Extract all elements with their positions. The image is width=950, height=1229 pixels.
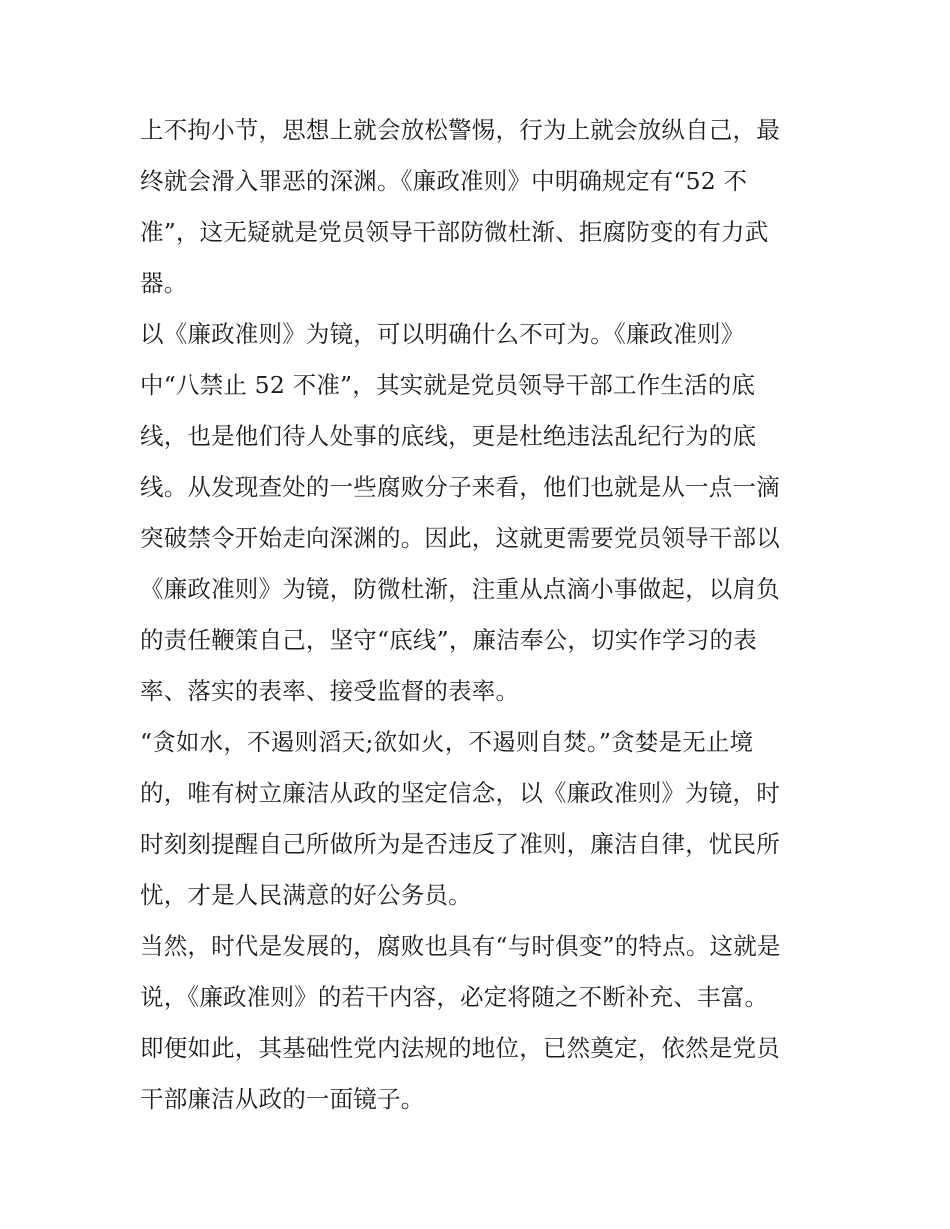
- document-body: [140, 105, 820, 1125]
- paragraph-1: [140, 105, 820, 309]
- text-line: 的，唯有树立廉洁从政的坚定信念，以《廉政准则》为镜，时: [140, 779, 780, 807]
- text-line: 忧，才是人民满意的好公务员。: [140, 881, 472, 909]
- text-line: “贪如水，不遏则滔天;欲如火，不遏则自焚。”贪婪是无止境: [140, 728, 754, 756]
- text-line: 时刻刻提醒自己所做所为是否违反了准则，廉洁自律，忧民所: [140, 830, 780, 858]
- paragraph-3: [140, 717, 820, 921]
- text-line: 干部廉洁从政的一面镜子。: [140, 1085, 425, 1113]
- text-line: 准”，这无疑就是党员领导干部防微杜渐、拒腐防变的有力武: [140, 218, 769, 246]
- text-line: 《廉政准则》为镜，防微杜渐，注重从点滴小事做起，以肩负: [140, 575, 780, 603]
- text-line: 即便如此，其基础性党内法规的地位，已然奠定，依然是党员: [140, 1034, 780, 1062]
- text-line: 中“八禁止 52 不准”，其实就是党员领导干部工作生活的底: [140, 371, 756, 399]
- paragraph-4: [140, 921, 820, 1125]
- text-line: 线，也是他们待人处事的底线，更是杜绝违法乱纪行为的底: [140, 422, 757, 450]
- text-line: 突破禁令开始走向深渊的。因此，这就更需要党员领导干部以: [140, 524, 780, 552]
- text-line: 以《廉政准则》为镜，可以明确什么不可为。《廉政准则》: [140, 320, 745, 348]
- text-line: 的责任鞭策自己，坚守“底线”，廉洁奉公，切实作学习的表: [140, 626, 757, 654]
- text-line: 上不拘小节，思想上就会放松警惕，行为上就会放纵自己，最: [140, 116, 780, 144]
- text-line: 率、落实的表率、接受监督的表率。: [140, 677, 520, 705]
- text-line: 线。从发现查处的一些腐败分子来看，他们也就是从一点一滴: [140, 473, 780, 501]
- text-line: 当然，时代是发展的，腐败也具有“与时俱变”的特点。这就是: [140, 932, 781, 960]
- text-line: 终就会滑入罪恶的深渊。《廉政准则》中明确规定有“52 不: [140, 167, 748, 195]
- text-line: 说，《廉政准则》的若干内容，必定将随之不断补充、丰富。: [140, 983, 769, 1011]
- text-line: 器。: [140, 269, 188, 297]
- paragraph-2: [140, 309, 820, 717]
